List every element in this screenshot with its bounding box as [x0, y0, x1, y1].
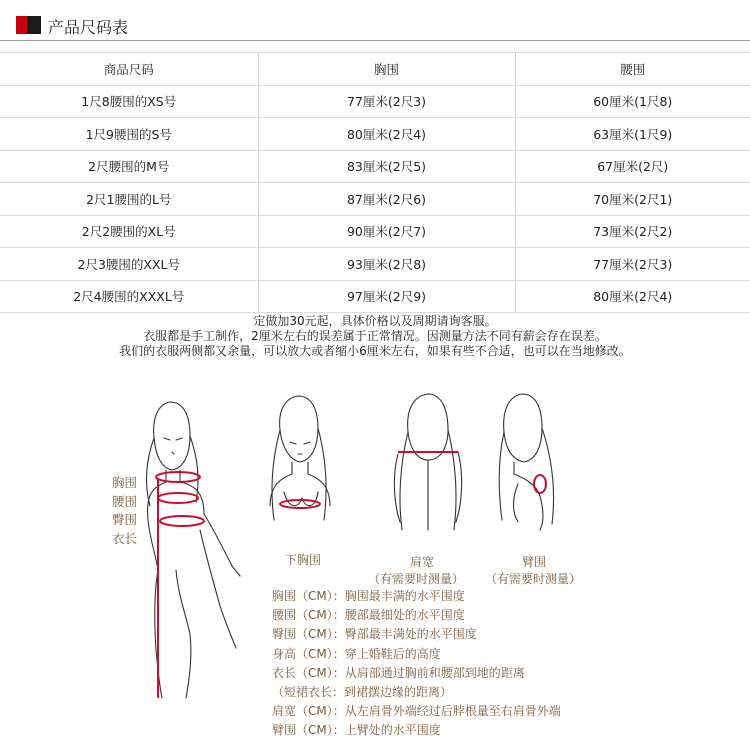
- table-row: [0, 280, 750, 313]
- cell-bust: 97厘米(2尺9): [258, 280, 515, 313]
- arm-figure: [499, 394, 553, 530]
- definition-item: 臀围（CM）：臀部最丰满处的水平围度: [272, 627, 477, 642]
- table-row: [0, 183, 750, 216]
- cell-bust: 90厘米(2尺7): [258, 215, 515, 248]
- table-row: [0, 118, 750, 151]
- cell-size: 2尺2腰围的XL号: [0, 215, 258, 248]
- table-row: [0, 150, 750, 183]
- caption-shoulder-note: （有需要时测量）: [368, 572, 465, 586]
- definition-item: 身高（CM）：穿上婚鞋后的高度: [272, 646, 441, 661]
- label-hip: 臀围: [112, 512, 138, 527]
- cell-waist: 70厘米(2尺1): [515, 183, 750, 216]
- cell-size: 2尺3腰围的XXL号: [0, 248, 258, 281]
- cell-waist: 77厘米(2尺3): [515, 248, 750, 281]
- label-length: 衣长: [112, 530, 138, 546]
- definition-list: [272, 587, 561, 741]
- table-header-row: [0, 53, 750, 86]
- cell-waist: 73厘米(2尺2): [515, 215, 750, 248]
- label-waist: 腰围: [112, 493, 138, 509]
- cell-bust: 83厘米(2尺5): [258, 150, 515, 183]
- header-marker-red: [16, 16, 27, 34]
- column-header-size: 商品尺码: [0, 53, 258, 86]
- cell-waist: 80厘米(2尺4): [515, 280, 750, 313]
- size-table: [0, 52, 750, 313]
- table-row: [0, 248, 750, 281]
- header-divider: [0, 40, 750, 41]
- table-row: [0, 85, 750, 118]
- cell-size: 1尺9腰围的S号: [0, 118, 258, 151]
- column-header-bust: 胸围: [258, 53, 515, 86]
- cell-bust: 77厘米(2尺3): [258, 85, 515, 118]
- caption-under-bust: 下胸围: [285, 553, 322, 567]
- cell-waist: 67厘米(2尺): [515, 150, 750, 183]
- note-line: 衣服都是手工制作，2厘米左右的误差属于正常情况。因测量方法不同有薪会存在误差。: [143, 329, 607, 343]
- cell-size: 1尺8腰围的XS号: [0, 85, 258, 118]
- header-marker-dark: [27, 16, 41, 34]
- definition-item: 胸围（CM）：胸围最丰满的水平围度: [272, 589, 465, 603]
- caption-arm-note: （有需要时测量）: [485, 572, 582, 586]
- shoulder-figure: [394, 394, 461, 530]
- cell-bust: 93厘米(2尺8): [258, 248, 515, 281]
- definition-item: 腰围（CM）：腰部最细处的水平围度: [272, 608, 465, 623]
- cell-waist: 60厘米(1尺8): [515, 85, 750, 118]
- note-line: 定做加30元起，具体价格以及周期请询客服。: [253, 314, 497, 328]
- caption-arm: 臂围: [522, 555, 547, 569]
- definition-item: （短裙衣长：到裙摆边缘的距离）: [272, 685, 453, 700]
- cell-bust: 87厘米(2尺6): [258, 183, 515, 216]
- notes: [0, 314, 750, 359]
- cell-bust: 80厘米(2尺4): [258, 118, 515, 151]
- cell-size: 2尺4腰围的XXXL号: [0, 280, 258, 313]
- figure-side-labels: [112, 474, 137, 548]
- section-header: [0, 0, 750, 52]
- page-title: 产品尺码表: [48, 18, 129, 37]
- full-body-figure: [147, 402, 240, 698]
- caption-shoulder: 肩宽: [410, 555, 435, 569]
- cell-waist: 63厘米(1尺9): [515, 118, 750, 151]
- under-bust-figure: [270, 396, 330, 520]
- definition-item: 臂围（CM）：上臂处的水平围度: [272, 723, 441, 738]
- cell-size: 2尺腰围的M号: [0, 150, 258, 183]
- note-line: 我们的衣服两侧都又余量，可以放大或者缩小6厘米左右，如果有些不合适，也可以在当地修改。: [119, 344, 631, 358]
- definition-item: 肩宽（CM）：从左肩骨外端经过后脖根量至右肩骨外端: [272, 704, 561, 719]
- cell-size: 2尺1腰围的L号: [0, 183, 258, 216]
- definition-item: 衣长（CM）：从肩部通过胸前和腰部到地的距离: [272, 665, 525, 680]
- label-bust: 胸围: [112, 475, 138, 490]
- table-row: [0, 215, 750, 248]
- column-header-waist: 腰围: [515, 53, 750, 86]
